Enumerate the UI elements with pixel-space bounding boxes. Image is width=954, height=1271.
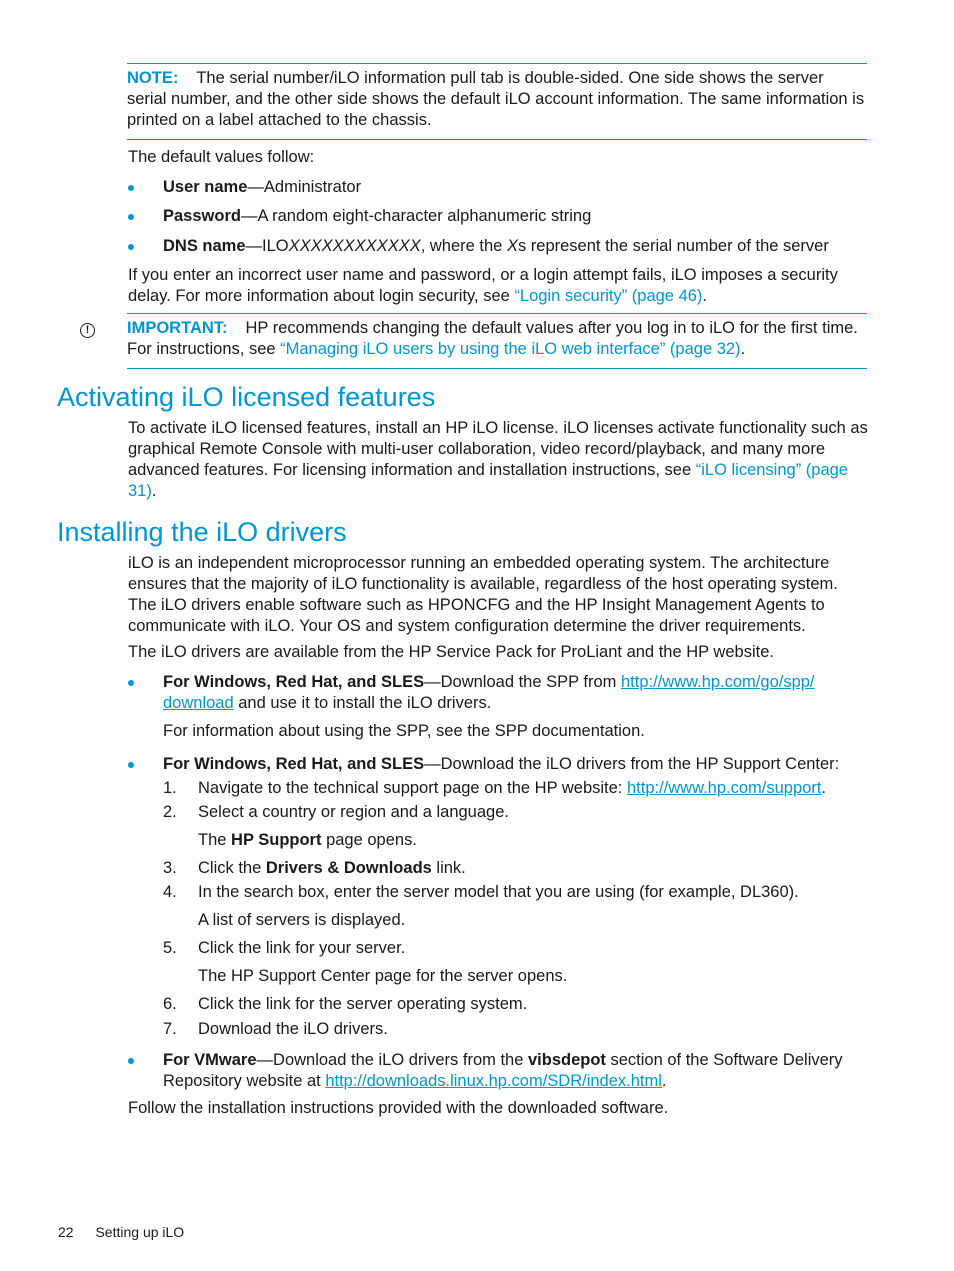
note-text: The serial number/iLO information pull tab is double-sided. One side shows the server serial number, and the other side shows the default iLO account information. The same information is printed on a label attached to the chassis. <box>127 69 865 129</box>
term: DNS name <box>163 237 246 255</box>
page-number: 22 <box>58 1224 74 1240</box>
footer-section: Setting up iLO <box>95 1224 185 1240</box>
bullet-icon <box>128 680 134 686</box>
term: User name <box>163 178 248 196</box>
step-note: The HP Support page opens. <box>198 831 417 849</box>
bullet-icon <box>128 1058 134 1064</box>
step-note: The HP Support Center page for the server opens. <box>198 967 568 985</box>
bullet-icon <box>128 185 134 191</box>
support-link[interactable]: http://www.hp.com/support <box>626 779 822 797</box>
important-icon: ! <box>80 323 95 338</box>
licensing-link[interactable]: “iLO licensing” (page 31) <box>128 461 848 500</box>
page-footer <box>58 1222 184 1243</box>
step-note: A list of servers is displayed. <box>198 911 406 929</box>
note-label: NOTE: <box>127 69 179 87</box>
bullet-icon <box>128 214 134 220</box>
managing-users-link[interactable]: “Managing iLO users by using the iLO web interface” (page 32) <box>280 340 741 358</box>
note-callout <box>127 63 867 140</box>
term: Password <box>163 207 241 225</box>
drivers-availability: The iLO drivers are available from the HP Service Pack for ProLiant and the HP website. <box>128 643 774 661</box>
spp-link-cont[interactable]: download <box>163 694 234 712</box>
spp-link[interactable]: http://www.hp.com/go/spp/ <box>621 673 815 691</box>
closing-paragraph: Follow the installation instructions provided with the downloaded software. <box>128 1099 669 1117</box>
login-paragraph: If you enter an incorrect user name and password, or a login attempt fails, iLO imposes a security delay. For more information about login security, see “Login security” (page 46). <box>128 266 838 305</box>
important-label: IMPORTANT: <box>127 319 228 337</box>
important-callout: IMPORTANT: HP recommends changing the default values after you log in to iLO for the first time. For instructions, see “Managing iLO users by using the iLO web interface” (page 32). <box>127 313 867 369</box>
spp-note: For information about using the SPP, see the SPP documentation. <box>163 722 645 740</box>
bullet-icon <box>128 244 134 250</box>
sdr-link[interactable]: http://downloads.linux.hp.com/SDR/index.html <box>325 1072 662 1090</box>
drivers-paragraph: iLO is an independent microprocessor running an embedded operating system. The architecture ensures that the majority of iLO functionality is available, regardless of the host operating system. The iLO drivers enable software such as HPONCFG and the HP Insight Management Agents to communicate with iLO. Your OS and system configuration determine the driver requirements. <box>128 554 838 635</box>
defaults-intro: The default values follow: <box>128 148 315 166</box>
bullet-icon <box>128 762 134 768</box>
login-security-link[interactable]: “Login security” (page 46) <box>514 287 703 305</box>
section-heading-installing: Installing the iLO drivers <box>57 517 347 547</box>
activating-paragraph: To activate iLO licensed features, install an HP iLO license. iLO licenses activate functionality such as graphical Remote Console with multi-user collaboration, video record/playback, and many more advanced features. For licensing information and installation instructions, see “iLO licensing” (page 31). <box>128 419 868 500</box>
section-heading-activating: Activating iLO licensed features <box>57 382 436 412</box>
